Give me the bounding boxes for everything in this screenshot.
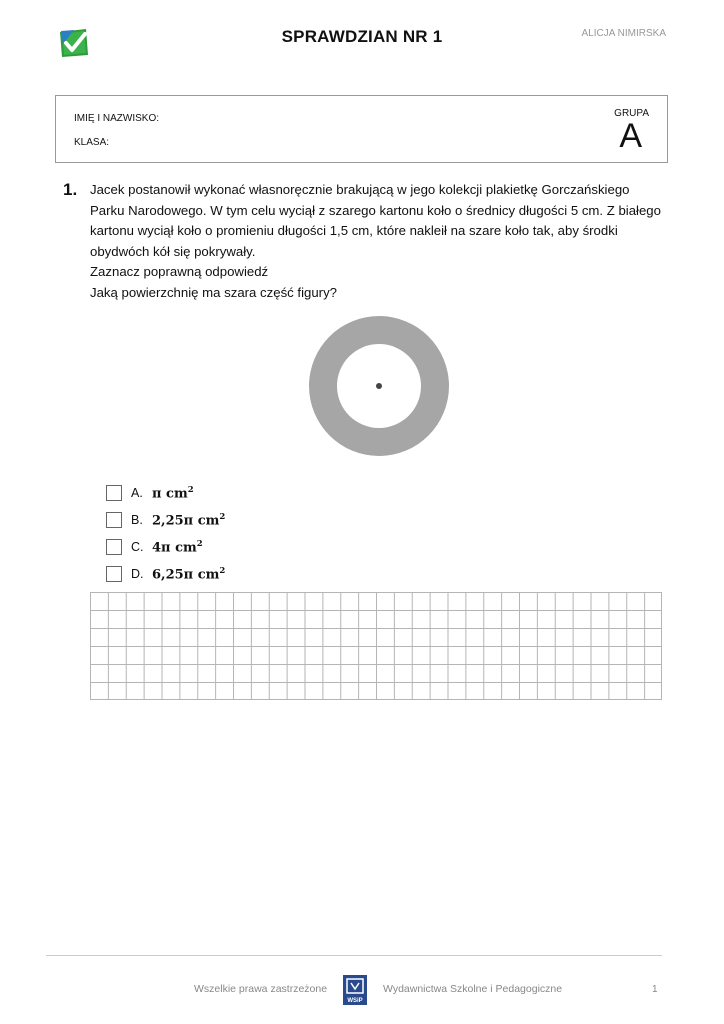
question-number: 1.	[63, 180, 78, 199]
answer-checkbox[interactable]	[106, 485, 122, 501]
name-label: IMIĘ I NAZWISKO:	[74, 113, 160, 124]
answer-value: 4π $cm^2$	[152, 538, 203, 556]
answer-value: 6,25π $cm^2$	[152, 565, 226, 583]
footer-rights: Wszelkie prawa zastrzeżone	[194, 983, 328, 995]
question-line: Zaznacz poprawną odpowiedź	[90, 264, 269, 279]
center-dot	[376, 383, 382, 389]
group-value: A	[619, 117, 642, 155]
question-line: obydwóch kół się pokrywały.	[90, 243, 256, 259]
question-line: kartonu wyciął koło o promieniu długości 1,5 cm, które nakleił na szare koło tak, aby środki	[90, 223, 618, 238]
question-line: Jaką powierzchnię ma szara część figury?	[90, 284, 338, 300]
answer-checkbox[interactable]	[106, 539, 122, 555]
student-info-box	[55, 95, 668, 163]
question-line: Parku Narodowego. W tym celu wyciął z szarego kartonu koło o średnicy długości 5 cm. Z białego	[90, 202, 661, 218]
answer-letter: B.	[131, 513, 143, 527]
answer-value: 2,25π $cm^2$	[152, 511, 226, 529]
answer-letter: A.	[131, 486, 143, 500]
page-number: 1	[652, 984, 658, 995]
answer-letter: C.	[131, 540, 144, 554]
answer-checkbox[interactable]	[106, 512, 122, 528]
answer-option-c[interactable]	[106, 538, 203, 556]
footer-publisher: Wydawnictwa Szkolne i Pedagogiczne	[383, 983, 563, 995]
answer-grid[interactable]	[90, 592, 662, 700]
class-label: KLASA:	[74, 137, 110, 148]
publisher-logo-icon	[343, 975, 367, 1005]
answer-option-d[interactable]	[106, 565, 225, 583]
answer-checkbox[interactable]	[106, 566, 122, 582]
group-label: GRUPA	[614, 108, 649, 119]
answer-letter: D.	[131, 567, 144, 581]
answer-value: π $cm^2$	[152, 484, 194, 502]
answer-option-a[interactable]	[106, 484, 194, 502]
page-title: SPRAWDZIAN NR 1	[281, 27, 443, 46]
publisher-logo-text: WSiP	[347, 998, 363, 1004]
ring-figure	[308, 315, 450, 457]
question-line: Jacek postanowił wykonać własnoręcznie brakującą w jego kolekcji plakietkę Gorczańskiego	[90, 182, 630, 197]
footer-divider	[46, 955, 662, 956]
question-text	[90, 180, 675, 303]
author-name: ALICJA NIMIRSKA	[581, 28, 666, 39]
answer-option-b[interactable]	[106, 511, 225, 529]
